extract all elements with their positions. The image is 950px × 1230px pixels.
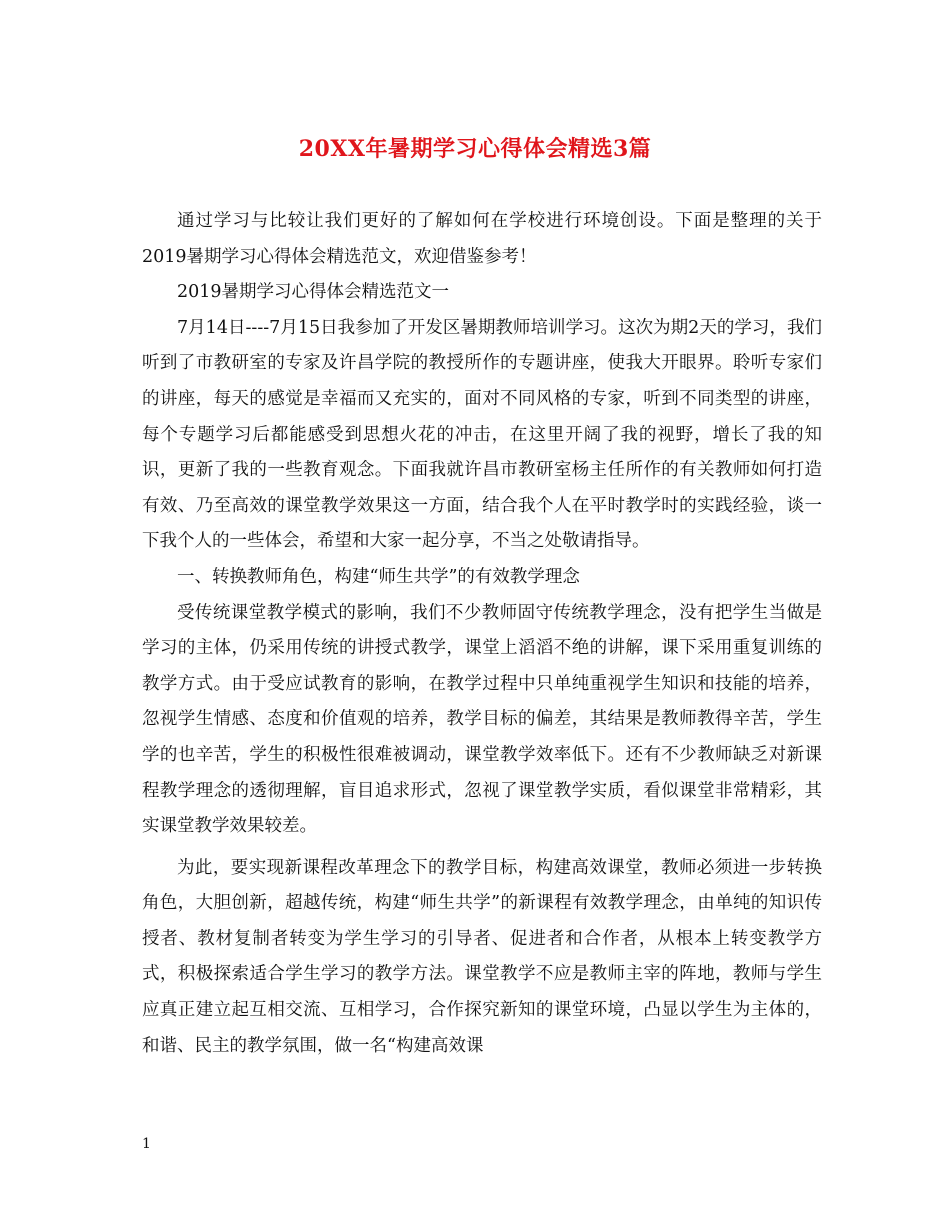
page-number: 1 [142, 1136, 151, 1152]
document-body [142, 204, 822, 1064]
body-paragraph: 为此，要实现新课程改革理念下的教学目标，构建高效课堂，教师必须进一步转换角色，大胆创新，超越传统，构建“师生共学”的新课程有效教学理念，由单纯的知识传授者、教材复制者转变为学生学习的引导者、促进者和合作者，从根本上转变教学方式，积极探索适合学生学习的教学方法。课堂教学不应是教师主宰的阵地，教师与学生应真正建立起互相交流、互相学习，合作探究新知的课堂环境，凸显以学生为主体的，和谐、民主的教学氛围，做一名“构建高效课 [142, 857, 822, 1056]
document-title: 20XX年暑期学习心得体会精选3篇 [298, 136, 652, 162]
body-paragraph: 7月14日----7月15日我参加了开发区暑期教师培训学习。这次为期2天的学习，我们听到了市教研室的专家及许昌学院的教授所作的专题讲座，使我大开眼界。聆听专家们的讲座，每天的感觉是幸福而又充实的，面对不同风格的专家，听到不同类型的讲座，每个专题学习后都能感受到思想火花的冲击，在这里开阔了我的视野，增长了我的知识，更新了我的一些教育观念。下面我就许昌市教研室杨主任所作的有关教师如何打造有效、乃至高效的课堂教学效果这一方面，结合我个人在平时教学时的实践经验，谈一下我个人的一些体会，希望和大家一起分享，不当之处敬请指导。 [142, 317, 822, 552]
intro-paragraph: 通过学习与比较让我们更好的了解如何在学校进行环境创设。下面是整理的关于2019暑期学习心得体会精选范文，欢迎借鉴参考！ [142, 211, 822, 267]
section-heading-essay-one: 2019暑期学习心得体会精选范文一 [177, 282, 450, 303]
body-paragraph: 受传统课堂教学模式的影响，我们不少教师固守传统教学理念，没有把学生当做是学习的主体，仍采用传统的讲授式教学，课堂上滔滔不绝的讲解，课下采用重复训练的教学方式。由于受应试教育的影响，在教学过程中只单纯重视学生知识和技能的培养，忽视学生情感、态度和价值观的培养，教学目标的偏差，其结果是教师教得辛苦，学生学的也辛苦，学生的积极性很难被调动，课堂教学效率低下。还有不少教师缺乏对新课程教学理念的透彻理解，盲目追求形式，忽视了课堂教学实质，看似课堂非常精彩，其实课堂教学效果较差。 [142, 602, 822, 837]
section-heading-point-one: 一、转换教师角色，构建“师生共学”的有效教学理念 [177, 566, 580, 587]
